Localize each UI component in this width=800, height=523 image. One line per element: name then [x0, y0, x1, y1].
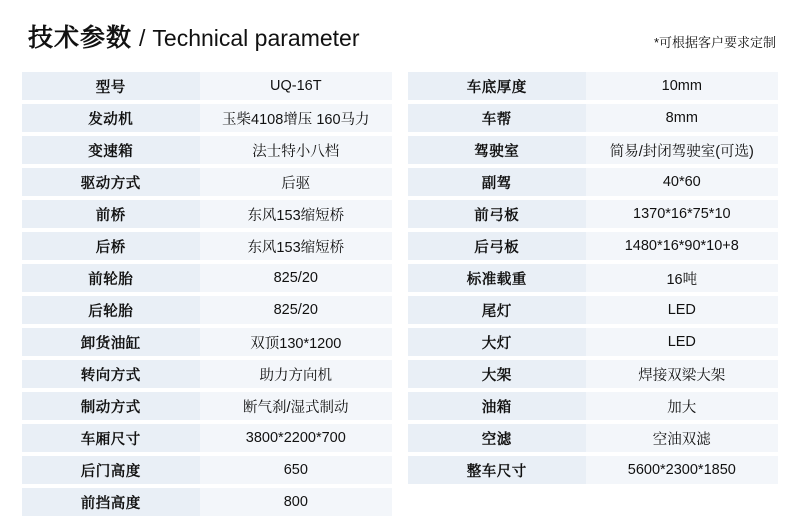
spec-label: 大灯 [408, 328, 586, 356]
table-row [408, 136, 778, 164]
spec-label: 空滤 [408, 424, 586, 452]
spec-value: 双顶130*1200 [200, 328, 392, 356]
spec-label: 前桥 [22, 200, 200, 228]
spec-label: 车底厚度 [408, 72, 586, 100]
spec-value: 法士特小八档 [200, 136, 392, 164]
spec-value: 1480*16*90*10+8 [586, 232, 778, 260]
spec-label: 标准载重 [408, 264, 586, 292]
spec-value: LED [586, 296, 778, 324]
spec-label: 发动机 [22, 104, 200, 132]
spec-value: 40*60 [586, 168, 778, 196]
spec-value: 加大 [586, 392, 778, 420]
spec-label: 整车尺寸 [408, 456, 586, 484]
spec-label: 后弓板 [408, 232, 586, 260]
spec-value: 16吨 [586, 264, 778, 292]
page-title [28, 18, 360, 54]
spec-label: 型号 [22, 72, 200, 100]
table-row [22, 232, 392, 260]
page-title-en: Technical parameter [152, 25, 360, 51]
spec-value: 助力方向机 [200, 360, 392, 388]
spec-label: 转向方式 [22, 360, 200, 388]
spec-value: 空油双滤 [586, 424, 778, 452]
spec-value: 东风153缩短桥 [200, 232, 392, 260]
table-row [408, 360, 778, 388]
spec-value: 825/20 [200, 264, 392, 292]
spec-value: 800 [200, 488, 392, 516]
table-row [22, 168, 392, 196]
table-row [408, 72, 778, 100]
table-row-spacer [408, 488, 778, 516]
spec-value: 5600*2300*1850 [586, 456, 778, 484]
table-row [22, 392, 392, 420]
spec-value: 断气刹/湿式制动 [200, 392, 392, 420]
spec-value: 简易/封闭驾驶室(可选) [586, 136, 778, 164]
spec-value: 8mm [586, 104, 778, 132]
spec-value: 东风153缩短桥 [200, 200, 392, 228]
spec-label: 前轮胎 [22, 264, 200, 292]
spec-label: 后门高度 [22, 456, 200, 484]
spec-value: UQ-16T [200, 72, 392, 100]
table-row [22, 104, 392, 132]
spec-value: 10mm [586, 72, 778, 100]
page-title-cn: 技术参数 [28, 24, 133, 52]
table-row [408, 168, 778, 196]
spec-label: 后轮胎 [22, 296, 200, 324]
table-row [22, 328, 392, 356]
spec-table-right [408, 68, 778, 520]
spec-label: 驾驶室 [408, 136, 586, 164]
spec-table-left [22, 68, 392, 520]
page-title-separator: / [139, 25, 146, 51]
page-header [22, 18, 778, 54]
spec-value: 825/20 [200, 296, 392, 324]
spec-value: 后驱 [200, 168, 392, 196]
table-row [408, 296, 778, 324]
spec-label: 变速箱 [22, 136, 200, 164]
spec-label: 尾灯 [408, 296, 586, 324]
spec-value: 焊接双梁大架 [586, 360, 778, 388]
table-row [22, 72, 392, 100]
table-row [22, 424, 392, 452]
spec-value: 650 [200, 456, 392, 484]
table-row [22, 264, 392, 292]
spec-label: 驱动方式 [22, 168, 200, 196]
table-row [408, 392, 778, 420]
spec-value: LED [586, 328, 778, 356]
spec-label: 前挡高度 [22, 488, 200, 516]
spec-label: 油箱 [408, 392, 586, 420]
table-row [408, 232, 778, 260]
table-row [22, 456, 392, 484]
spec-label: 车帮 [408, 104, 586, 132]
customization-note: *可根据客户要求定制 [653, 35, 776, 50]
spec-label: 制动方式 [22, 392, 200, 420]
spec-label: 卸货油缸 [22, 328, 200, 356]
spec-label: 后桥 [22, 232, 200, 260]
spec-value: 玉柴4108增压 160马力 [200, 104, 392, 132]
table-row [22, 296, 392, 324]
table-row [22, 360, 392, 388]
spec-label: 前弓板 [408, 200, 586, 228]
spec-value: 1370*16*75*10 [586, 200, 778, 228]
table-row [22, 136, 392, 164]
spec-value-empty [586, 488, 778, 516]
table-row [408, 264, 778, 292]
spec-label: 车厢尺寸 [22, 424, 200, 452]
spec-value: 3800*2200*700 [200, 424, 392, 452]
table-row [408, 456, 778, 484]
spec-tables [22, 68, 778, 520]
table-row [408, 328, 778, 356]
table-row [408, 104, 778, 132]
spec-label-empty [408, 488, 586, 516]
table-row [408, 200, 778, 228]
table-row [22, 200, 392, 228]
table-row [408, 424, 778, 452]
spec-label: 副驾 [408, 168, 586, 196]
spec-label: 大架 [408, 360, 586, 388]
table-row [22, 488, 392, 516]
